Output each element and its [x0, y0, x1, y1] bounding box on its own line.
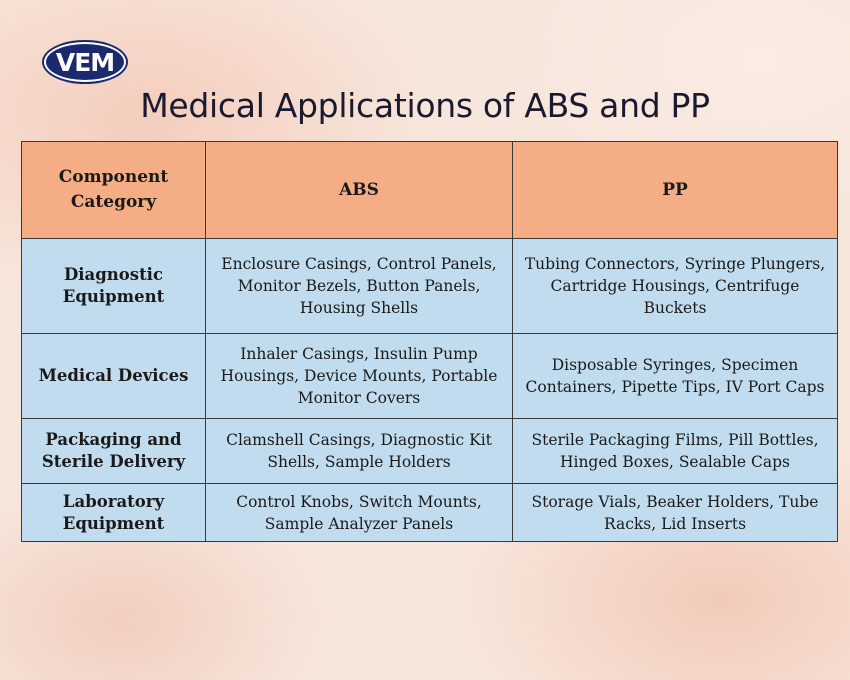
logo-text: VEM — [55, 47, 115, 77]
table-header-row — [22, 142, 838, 239]
row-abs-cell: Inhaler Casings, Insulin Pump Housings, Device Mounts, Portable Monitor Covers — [206, 334, 513, 419]
page-title: Medical Applications of ABS and PP — [140, 86, 710, 125]
table-row — [22, 334, 838, 419]
row-abs-cell: Control Knobs, Switch Mounts, Sample Analyzer Panels — [206, 484, 513, 542]
row-category-cell: Laboratory Equipment — [22, 484, 206, 542]
row-category-cell: Medical Devices — [22, 334, 206, 419]
header-component-category: Component Category — [22, 142, 206, 239]
row-category-cell: Packaging and Sterile Delivery — [22, 419, 206, 484]
row-pp-cell: Tubing Connectors, Syringe Plungers, Cartridge Housings, Centrifuge Buckets — [513, 239, 838, 334]
row-abs-cell: Clamshell Casings, Diagnostic Kit Shells, Sample Holders — [206, 419, 513, 484]
header-pp: PP — [513, 142, 838, 239]
row-pp-cell: Storage Vials, Beaker Holders, Tube Racks, Lid Inserts — [513, 484, 838, 542]
row-pp-cell: Disposable Syringes, Specimen Containers, Pipette Tips, IV Port Caps — [513, 334, 838, 419]
applications-table — [21, 141, 838, 542]
row-pp-cell: Sterile Packaging Films, Pill Bottles, Hinged Boxes, Sealable Caps — [513, 419, 838, 484]
row-category-cell: Diagnostic Equipment — [22, 239, 206, 334]
table-row — [22, 419, 838, 484]
vem-logo — [42, 40, 128, 84]
row-abs-cell: Enclosure Casings, Control Panels, Monitor Bezels, Button Panels, Housing Shells — [206, 239, 513, 334]
table-row — [22, 239, 838, 334]
table-row — [22, 484, 838, 542]
header-abs: ABS — [206, 142, 513, 239]
